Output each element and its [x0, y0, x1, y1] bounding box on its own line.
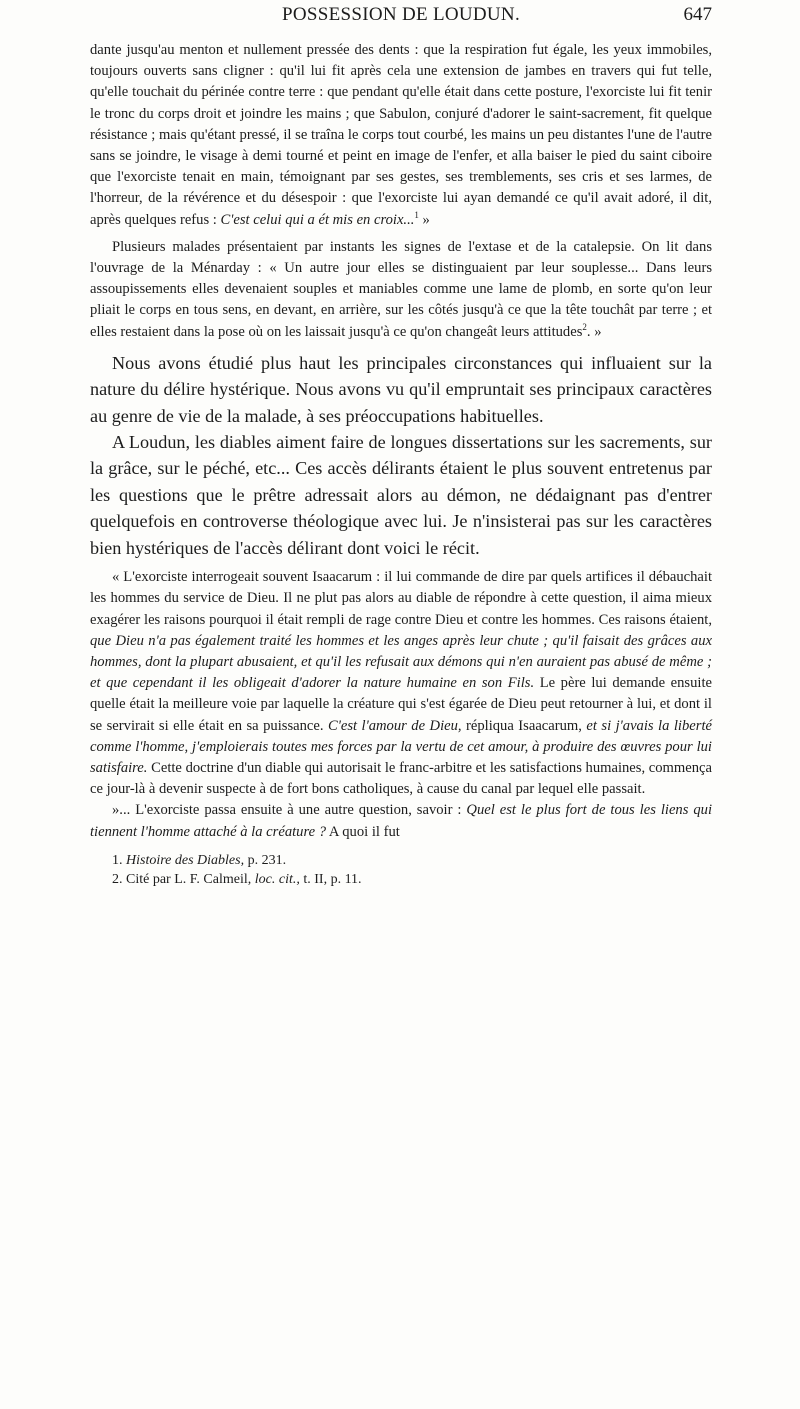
- paragraph-next-question: »... L'exorciste passa ensuite à une autre question, savoir : Quel est le plus fort de tous les liens qui tiennent l'homme attaché à la créature ? A quoi il fut: [90, 802, 712, 840]
- footnote-ref-2: 2: [582, 321, 587, 332]
- page-number: 647: [683, 4, 712, 25]
- paragraph-exorcism-continuation: dante jusqu'au menton et nullement pressée des dents : que la respiration fut égale, les yeux immobiles, toujours ouverts sans cligner : qu'il lui fit après cela une extension de jambes en travers qui fut telle, qu'elle touchait du périnée contre terre : que pendant qu'elle était dans cette posture, l'exorciste lui fit tenir le tronc du corps droit et joindre les mains ; que Sabulon, conjuré d'adorer le saint-sacrement, fit quelque résistance ; mais qu'étant pressé, il se traîna le corps tout courbé, les mains un peu distantes l'une de l'autre sans se joindre, le visage à demi tourné et peint en image de l'enfer, et alla baiser le pied du saint ciboire que l'exorciste tenait en main, témoignant par ses gestes, ses tremblements, ses cris et ses larmes, de l'horreur, de la révérence et du désespoir : que l'exorciste lui ayan demandé ce qu'il avait adoré, il dit, après quelques refus : C'est celui qui a ét mis en croix...$^1$ »: [90, 42, 712, 228]
- paragraph-loudun-devils: A Loudun, les diables aiment faire de longues dissertations sur les sacrements, sur la grâce, sur le péché, etc... Ces accès délirants étaient le plus souvent entretenus par les questions que le prêtre adressait alors au démon, ne dédaignant pas d'entrer quelquefois en controverse théologique avec lui. Je n'insisterai pas sur les caractères bien hystériques de l'accès délirant dont voici le récit.: [90, 432, 712, 558]
- page-header: [90, 4, 712, 34]
- italic-quote: C'est celui qui a ét mis en croix...: [220, 211, 415, 228]
- footnotes: [90, 851, 712, 889]
- paragraph-hysteric-delirium: Nous avons étudié plus haut les principales circonstances qui influaient sur la nature du délire hystérique. Nous avons vu qu'il empruntait ses principaux caractères au genre de vie de la malade, à ses préoccupations habituelles.: [90, 352, 712, 426]
- footnote-1: 1. Histoire des Diables, p. 231.: [112, 852, 287, 868]
- footnote-ref-1: 1: [414, 209, 419, 220]
- page-body: [90, 40, 712, 889]
- running-title: POSSESSION DE LOUDUN.: [281, 4, 521, 25]
- footnote-2: 2. Cité par L. F. Calmeil, loc. cit., t. II, p. 11.: [112, 871, 362, 887]
- paragraph-isaacarum-quote: « L'exorciste interrogeait souvent Isaacarum : il lui commande de dire par quels artifices il débauchait les hommes du service de Dieu. Il ne plut pas alors au diable de répondre à cette question, il aima mieux exagérer les raisons pourquoi il était rempli de rage contre Dieu et contre les hommes. Ces raisons étaient, que Dieu n'a pas également traité les hommes et les anges après leur chute ; qu'il faisait des grâces aux hommes, dont la plupart abusaient, et qu'il les refusait aux démons qui n'en auraient pas abusé de même ; et que cependant il les obligeait d'adorer la nature humaine en son Fils. Le père lui demande ensuite quelle était la meilleure voie par laquelle la créature qui s'est égarée de Dieu peut retourner à lui, et dont il se servirait si elle était en sa puissance. C'est l'amour de Dieu, répliqua Isaacarum, et si j'avais la liberté comme l'homme, j'emploierais toutes mes forces par la vertu de cet amour, à produire des œuvres pour lui satisfaire. Cette doctrine d'un diable qui autorisait le franc-arbitre et les satisfactions humaines, commença ce jour-là à devenir suspecte à de fort bons catholiques, à cause du canal par lequel elle passait.: [90, 569, 712, 798]
- paragraph-catalepsy: Plusieurs malades présentaient par instants les signes de l'extase et de la catalepsie. On lit dans l'ouvrage de la Ménarday : « Un autre jour elles se distinguaient par leur souplesse... Dans leurs assoupissements elles devenaient souples et maniables comme une lame de plomb, en sorte qu'on leur pliait le corps en tous sens, en devant, en arrière, sur les côtés jusqu'à ce que la tête touchât par terre ; et elles restaient dans la pose où on les laissait jusqu'à ce qu'on changeât leurs attitudes$^2$. »: [90, 238, 712, 340]
